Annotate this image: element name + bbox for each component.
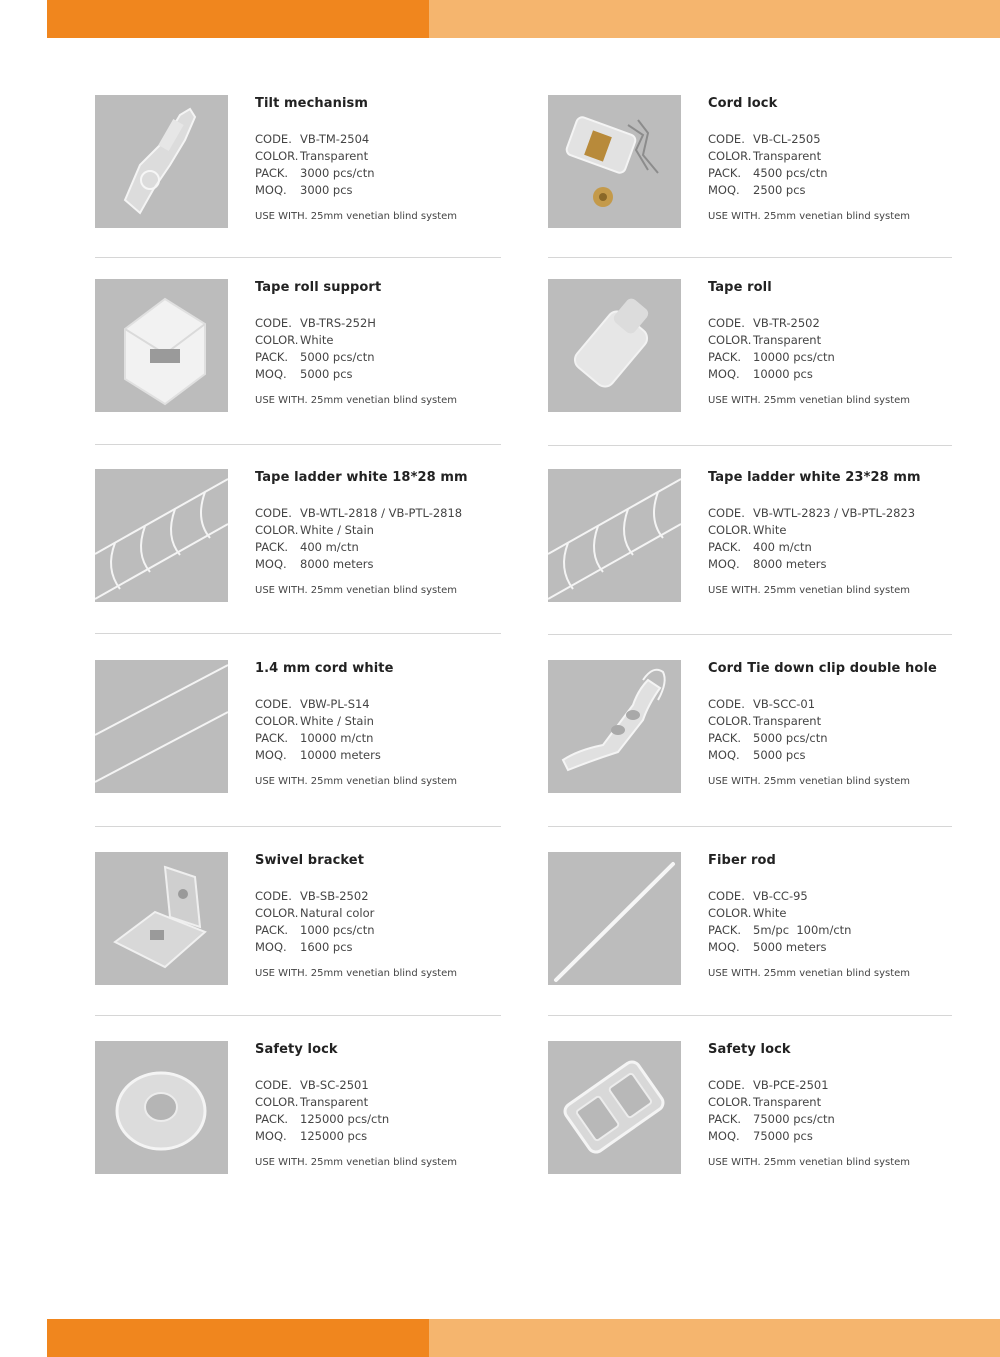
moq-value: 125000 pcs	[300, 1129, 368, 1143]
product-card	[95, 469, 515, 604]
product-card	[548, 852, 968, 987]
color-value: Transparent	[300, 1095, 369, 1109]
divider	[548, 257, 952, 258]
header-bar-dark	[47, 0, 429, 38]
color-value: White	[300, 333, 334, 347]
code-label: CODE.	[255, 132, 292, 146]
moq-label: MOQ.	[708, 367, 740, 381]
moq-value: 8000 meters	[300, 557, 374, 571]
use-with-note: USE WITH. 25mm venetian blind system	[255, 776, 458, 787]
use-with-note: USE WITH. 25mm venetian blind system	[708, 395, 911, 406]
divider	[95, 633, 501, 634]
color-label: COLOR.	[708, 149, 752, 163]
code-value: VBW-PL-S14	[300, 697, 370, 711]
color-label: COLOR.	[708, 1095, 752, 1109]
header-bar	[47, 0, 1000, 38]
product-card	[95, 95, 515, 230]
code-label: CODE.	[255, 697, 292, 711]
use-with-note: USE WITH. 25mm venetian blind system	[255, 395, 458, 406]
moq-label: MOQ.	[708, 748, 740, 762]
moq-value: 1600 pcs	[300, 940, 353, 954]
code-value: VB-SC-2501	[300, 1078, 369, 1092]
code-label: CODE.	[708, 316, 745, 330]
code-label: CODE.	[255, 316, 292, 330]
color-value: White / Stain	[300, 523, 374, 537]
code-label: CODE.	[708, 1078, 745, 1092]
pack-value: 1000 pcs/ctn	[300, 923, 375, 937]
footer-bar-dark	[47, 1319, 429, 1357]
divider	[95, 826, 501, 827]
cord-photo	[95, 660, 228, 793]
footer-bar-light	[429, 1319, 1000, 1357]
color-label: COLOR.	[708, 333, 752, 347]
moq-label: MOQ.	[255, 748, 287, 762]
code-value: VB-TM-2504	[300, 132, 370, 146]
moq-value: 75000 pcs	[753, 1129, 813, 1143]
color-label: COLOR.	[708, 906, 752, 920]
color-value: White	[753, 906, 787, 920]
color-value: White / Stain	[300, 714, 374, 728]
color-value: Natural color	[300, 906, 375, 920]
use-with-note: USE WITH. 25mm venetian blind system	[708, 1157, 911, 1168]
moq-label: MOQ.	[708, 940, 740, 954]
moq-label: MOQ.	[708, 1129, 740, 1143]
use-with-note: USE WITH. 25mm venetian blind system	[255, 968, 458, 979]
code-value: VB-TR-2502	[753, 316, 820, 330]
code-label: CODE.	[255, 889, 292, 903]
product-card	[548, 1041, 968, 1176]
product-card	[95, 660, 515, 795]
tie-down-clip-photo	[548, 660, 681, 793]
divider	[548, 826, 952, 827]
pack-label: PACK.	[255, 923, 289, 937]
pack-label: PACK.	[708, 540, 742, 554]
tilt-mechanism-photo	[95, 95, 228, 228]
moq-value: 3000 pcs	[300, 183, 353, 197]
pack-label: PACK.	[708, 1112, 742, 1126]
pack-label: PACK.	[708, 350, 742, 364]
tape-ladder-photo	[548, 469, 681, 602]
safety-lock-ring-photo	[95, 1041, 228, 1174]
product-title: Cord lock	[708, 96, 778, 111]
pack-value: 5000 pcs/ctn	[300, 350, 375, 364]
product-card	[95, 852, 515, 987]
footer-bar	[47, 1319, 1000, 1357]
product-title: Tape roll	[708, 280, 772, 295]
moq-value: 10000 pcs	[753, 367, 813, 381]
product-title: Swivel bracket	[255, 853, 365, 868]
use-with-note: USE WITH. 25mm venetian blind system	[255, 585, 458, 596]
code-value: VB-TRS-252H	[300, 316, 376, 330]
pack-value: 400 m/ctn	[753, 540, 812, 554]
color-label: COLOR.	[255, 906, 299, 920]
use-with-note: USE WITH. 25mm venetian blind system	[708, 211, 911, 222]
use-with-note: USE WITH. 25mm venetian blind system	[708, 776, 911, 787]
code-label: CODE.	[255, 1078, 292, 1092]
pack-label: PACK.	[708, 923, 742, 937]
product-card	[548, 469, 968, 604]
pack-value: 10000 pcs/ctn	[753, 350, 835, 364]
product-card	[548, 279, 968, 414]
pack-value: 400 m/ctn	[300, 540, 359, 554]
color-value: Transparent	[753, 333, 822, 347]
pack-label: PACK.	[255, 1112, 289, 1126]
code-value: VB-CC-95	[753, 889, 808, 903]
divider	[95, 257, 501, 258]
code-label: CODE.	[708, 506, 745, 520]
moq-value: 8000 meters	[753, 557, 827, 571]
use-with-note: USE WITH. 25mm venetian blind system	[708, 968, 911, 979]
product-card	[548, 95, 968, 230]
color-label: COLOR.	[708, 714, 752, 728]
product-title: Fiber rod	[708, 853, 776, 868]
product-title: Tape ladder white 23*28 mm	[708, 470, 921, 485]
product-card	[548, 660, 968, 795]
product-title: Tape roll support	[255, 280, 382, 295]
product-title: Tape ladder white 18*28 mm	[255, 470, 468, 485]
code-value: VB-WTL-2818 / VB-PTL-2818	[300, 506, 463, 520]
color-value: White	[753, 523, 787, 537]
pack-value: 3000 pcs/ctn	[300, 166, 375, 180]
color-value: Transparent	[300, 149, 369, 163]
divider	[95, 1015, 501, 1016]
code-label: CODE.	[708, 132, 745, 146]
moq-label: MOQ.	[255, 183, 287, 197]
color-value: Transparent	[753, 714, 822, 728]
color-value: Transparent	[753, 149, 822, 163]
code-label: CODE.	[255, 506, 292, 520]
divider	[548, 634, 952, 635]
pack-value: 125000 pcs/ctn	[300, 1112, 390, 1126]
pack-value: 10000 m/ctn	[300, 731, 374, 745]
moq-label: MOQ.	[708, 557, 740, 571]
product-title: Safety lock	[255, 1042, 338, 1057]
use-with-note: USE WITH. 25mm venetian blind system	[708, 585, 911, 596]
color-label: COLOR.	[708, 523, 752, 537]
product-title: Tilt mechanism	[255, 96, 369, 111]
pack-value: 4500 pcs/ctn	[753, 166, 828, 180]
moq-value: 10000 meters	[300, 748, 381, 762]
color-value: Transparent	[753, 1095, 822, 1109]
tape-roll-photo	[548, 279, 681, 412]
pack-label: PACK.	[708, 166, 742, 180]
use-with-note: USE WITH. 25mm venetian blind system	[255, 211, 458, 222]
product-title: 1.4 mm cord white	[255, 661, 394, 676]
safety-lock-buckle-photo	[548, 1041, 681, 1174]
code-value: VB-SCC-01	[753, 697, 816, 711]
pack-label: PACK.	[708, 731, 742, 745]
moq-label: MOQ.	[255, 940, 287, 954]
pack-label: PACK.	[255, 540, 289, 554]
color-label: COLOR.	[255, 1095, 299, 1109]
product-card	[95, 279, 515, 414]
pack-value: 75000 pcs/ctn	[753, 1112, 835, 1126]
moq-value: 5000 meters	[753, 940, 827, 954]
moq-label: MOQ.	[708, 183, 740, 197]
code-value: VB-CL-2505	[753, 132, 821, 146]
pack-value: 5m/pc 100m/ctn	[753, 923, 852, 937]
tape-ladder-photo	[95, 469, 228, 602]
cord-lock-photo	[548, 95, 681, 228]
moq-value: 2500 pcs	[753, 183, 806, 197]
pack-label: PACK.	[255, 350, 289, 364]
fiber-rod-photo	[548, 852, 681, 985]
divider	[548, 445, 952, 446]
color-label: COLOR.	[255, 149, 299, 163]
swivel-bracket-photo	[95, 852, 228, 985]
moq-value: 5000 pcs	[753, 748, 806, 762]
use-with-note: USE WITH. 25mm venetian blind system	[255, 1157, 458, 1168]
code-value: VB-WTL-2823 / VB-PTL-2823	[753, 506, 916, 520]
divider	[95, 444, 501, 445]
color-label: COLOR.	[255, 714, 299, 728]
code-label: CODE.	[708, 697, 745, 711]
color-label: COLOR.	[255, 523, 299, 537]
pack-label: PACK.	[255, 166, 289, 180]
product-title: Cord Tie down clip double hole	[708, 661, 937, 676]
code-value: VB-SB-2502	[300, 889, 369, 903]
code-value: VB-PCE-2501	[753, 1078, 829, 1092]
color-label: COLOR.	[255, 333, 299, 347]
product-card	[95, 1041, 515, 1176]
pack-value: 5000 pcs/ctn	[753, 731, 828, 745]
pack-label: PACK.	[255, 731, 289, 745]
moq-label: MOQ.	[255, 1129, 287, 1143]
moq-value: 5000 pcs	[300, 367, 353, 381]
header-bar-light	[429, 0, 1000, 38]
moq-label: MOQ.	[255, 557, 287, 571]
moq-label: MOQ.	[255, 367, 287, 381]
tape-roll-support-photo	[95, 279, 228, 412]
product-title: Safety lock	[708, 1042, 791, 1057]
divider	[548, 1015, 952, 1016]
code-label: CODE.	[708, 889, 745, 903]
